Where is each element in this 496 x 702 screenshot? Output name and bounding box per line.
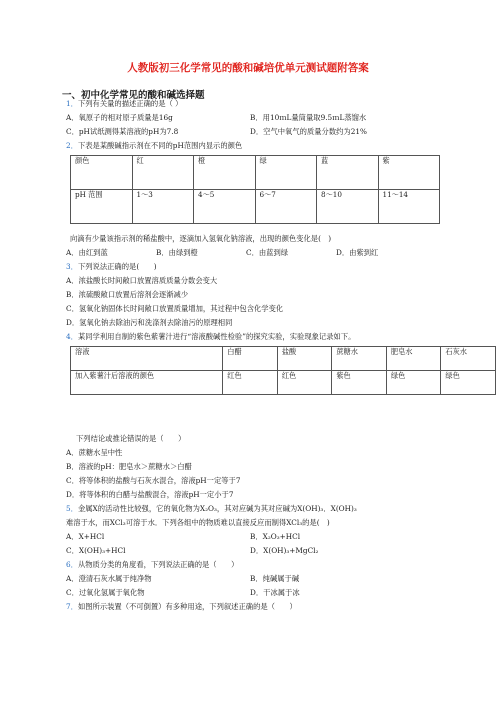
question-text: 某同学利用自制的紫色紫薯汁进行“溶液酸碱性检验”的探究实验，实验现象记录如下。 bbox=[77, 332, 356, 341]
q6-option-c: C．过氧化氢属于氧化物 bbox=[66, 588, 145, 597]
question-number: 2． bbox=[66, 141, 78, 150]
q5-option-b: B．X₂O₃+HCl bbox=[250, 532, 301, 541]
table-cell: 紫 bbox=[378, 156, 440, 190]
q1-option-d: D．空气中氧气的质量分数约为21% bbox=[250, 127, 367, 136]
table-cell: 11～14 bbox=[378, 190, 440, 224]
table-cell: 8～10 bbox=[317, 190, 379, 224]
question-2-stem bbox=[66, 141, 242, 151]
table-header-row bbox=[71, 347, 496, 371]
table-cell: pH 范围 bbox=[71, 190, 133, 224]
q4-option-d: D．将等体积的白醋与盐酸混合，溶液pH一定小于7 bbox=[66, 490, 234, 499]
question-number: 4． bbox=[66, 332, 78, 341]
question-7-stem bbox=[66, 602, 297, 612]
q2-option-d: D．由紫到红 bbox=[336, 248, 379, 257]
table-cell: 红 bbox=[132, 156, 194, 190]
q3-option-d: D．氢氧化钠去除油污和洗涤剂去除油污的原理相同 bbox=[66, 318, 233, 327]
table-cell: 肥皂水 bbox=[386, 347, 441, 371]
table-cell: 颜色 bbox=[71, 156, 133, 190]
question-1-stem bbox=[66, 99, 182, 109]
q4-option-c: C．将等体积的盐酸与石灰水混合，溶液pH一定等于7 bbox=[66, 476, 241, 485]
question-text: 下列说法正确的是( ) bbox=[77, 262, 157, 271]
table-cell: 红色 bbox=[277, 371, 332, 395]
table-cell: 蔗糖水 bbox=[332, 347, 387, 371]
question-4-stem bbox=[66, 332, 355, 342]
q5-option-c: C．X(OH)₃+HCl bbox=[66, 546, 126, 555]
question-text: 如图所示装置（不可倒置）有多种用途，下列叙述正确的是（ ） bbox=[77, 602, 297, 611]
question-number: 7． bbox=[66, 602, 78, 611]
table-cell: 溶液 bbox=[71, 347, 223, 371]
q5-option-d: D．X(OH)₃+MgCl₂ bbox=[250, 546, 319, 555]
q4-followup: 下列结论或推论错误的是（ ） bbox=[76, 434, 186, 443]
question-5-stem bbox=[66, 504, 357, 514]
q3-option-c: C．氢氧化钠固体长时间敞口放置质量增加，其过程中包含化学变化 bbox=[66, 304, 284, 313]
question-text: 从物质分类的角度看，下列说法正确的是（ ） bbox=[77, 560, 239, 569]
question-number: 1． bbox=[66, 99, 78, 108]
q6-option-a: A．澄清石灰水属于纯净物 bbox=[66, 574, 152, 583]
question-number: 6． bbox=[66, 560, 78, 569]
question-number: 3． bbox=[66, 262, 78, 271]
q2-option-b: B．由绿到橙 bbox=[156, 248, 198, 257]
table-cell: 绿色 bbox=[441, 371, 496, 395]
question-3-stem bbox=[66, 262, 157, 272]
question-text: 金属X的活动性比较强，它的氧化物为X₂O₃，其对应碱为其对应碱为X(OH)₃．X(OH)₃ bbox=[77, 504, 357, 513]
table-cell: 4～5 bbox=[194, 190, 256, 224]
q2-followup: 向滴有少量该指示剂的稀盐酸中，逐滴加入氢氧化钠溶液，出现的颜色变化是( ) bbox=[70, 234, 332, 243]
ph-color-table bbox=[70, 155, 440, 224]
q2-option-c: C．由蓝到绿 bbox=[246, 248, 289, 257]
table-cell: 6～7 bbox=[255, 190, 317, 224]
q3-option-a: A．浓盐酸长时间敞口放置溶质质量分数会变大 bbox=[66, 276, 218, 285]
table-cell: 紫色 bbox=[332, 371, 387, 395]
section-heading: 一、初中化学常见的酸和碱选择题 bbox=[62, 90, 205, 101]
table-cell: 绿 bbox=[255, 156, 317, 190]
q4-option-b: B．溶液的pH：肥皂水＞蔗糖水＞白醋 bbox=[66, 462, 192, 471]
q1-option-b: B．用10ｍL量筒量取9.5ｍL蒸馏水 bbox=[250, 113, 367, 122]
question-text: 下表是某酸碱指示剂在不同的pH范围内显示的颜色 bbox=[77, 141, 243, 150]
q6-option-b: B．纯碱属于碱 bbox=[250, 574, 300, 583]
table-cell: 白醋 bbox=[223, 347, 278, 371]
table-header-row bbox=[71, 156, 440, 190]
question-number: 5． bbox=[66, 504, 78, 513]
purple-potato-table bbox=[70, 346, 496, 395]
table-row bbox=[71, 190, 440, 224]
table-cell: 蓝 bbox=[317, 156, 379, 190]
q1-option-a: A．氧原子的相对原子质量是16g bbox=[66, 113, 173, 122]
question-text: 下列有关量的描述正确的是（ ） bbox=[77, 99, 183, 108]
question-6-stem bbox=[66, 560, 238, 570]
table-cell: 绿色 bbox=[386, 371, 441, 395]
table-row bbox=[71, 371, 496, 395]
table-cell: 红色 bbox=[223, 371, 278, 395]
q4-option-a: A．蔗糖水呈中性 bbox=[66, 448, 123, 457]
q5-stem-continued: 难溶于水，而XCl₃可溶于水．下列各组中的物质难以直接反应而制得XCl₃的是( ) bbox=[66, 518, 330, 527]
table-cell: 1～3 bbox=[132, 190, 194, 224]
q5-option-a: A．X+HCl bbox=[66, 532, 105, 541]
table-cell: 石灰水 bbox=[441, 347, 496, 371]
document-title: 人教版初三化学常见的酸和碱培优单元测试题附答案 bbox=[127, 62, 369, 74]
q3-option-b: B．浓硫酸敞口放置后溶剂会逐渐减少 bbox=[66, 290, 189, 299]
table-cell: 橙 bbox=[194, 156, 256, 190]
q1-option-c: C．pH试纸测得某溶液的pH为7.8 bbox=[66, 127, 179, 136]
table-cell: 盐酸 bbox=[277, 347, 332, 371]
q2-option-a: A．由红到蓝 bbox=[66, 248, 108, 257]
q6-option-d: D．干冰属于冰 bbox=[250, 588, 300, 597]
table-cell: 加入紫薯汁后溶液的颜色 bbox=[71, 371, 223, 395]
